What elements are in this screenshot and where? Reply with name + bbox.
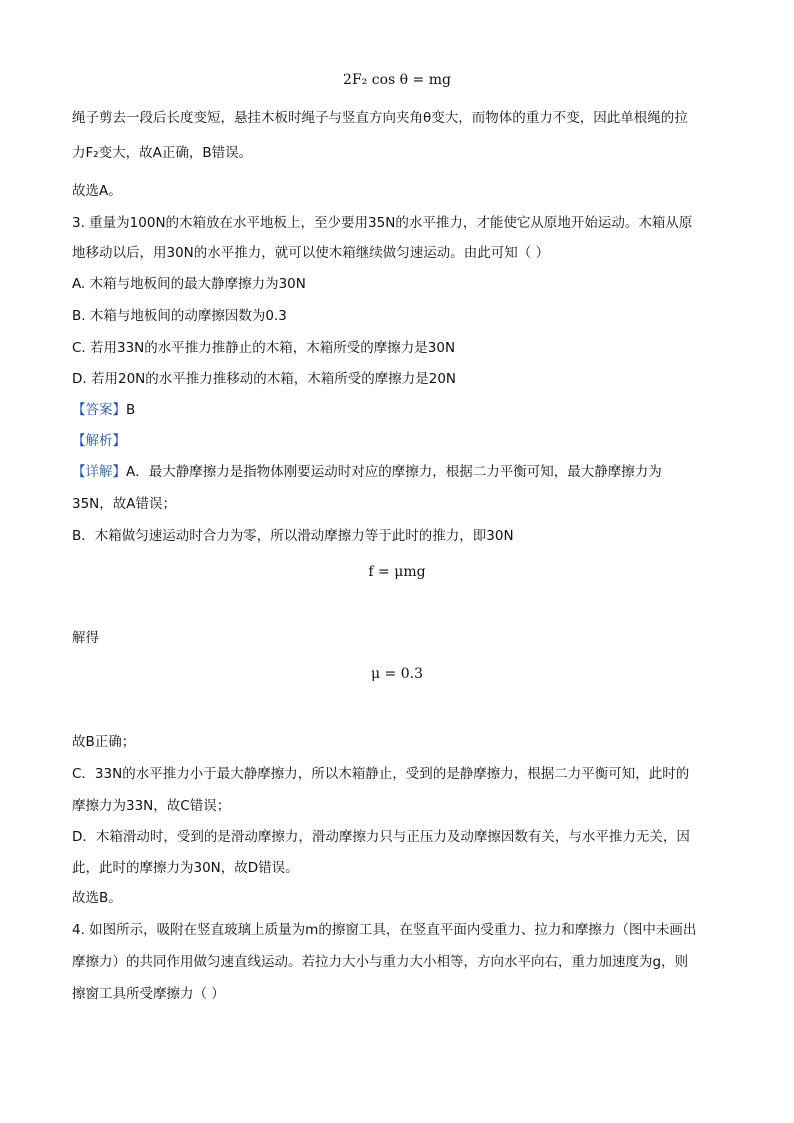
detail-a-line-2: 35N，故A错误；: [72, 496, 177, 512]
detail-d-line: D．木箱滑动时，受到的是滑动摩擦力，滑动摩擦力只与正压力及动摩擦因数有关，与水平推力无关，因: [72, 829, 690, 845]
equation-tension-balance: 2F₂ cos θ = mg: [343, 72, 451, 88]
solve-label: 解得: [72, 630, 99, 646]
detail-c-line-2: 摩擦力为33N，故C错误；: [72, 798, 231, 814]
paragraph-line: 力F₂变大，故A正确，B错误。: [72, 145, 253, 161]
detail-a-line: 【详解】A．最大静摩擦力是指物体刚要运动时对应的摩擦力，根据二力平衡可知，最大静摩擦力为: [72, 464, 662, 480]
option-a: A. 木箱与地板间的最大静摩擦力为30N: [72, 276, 306, 292]
question-3-stem: 地移动以后，用30N的水平推力，就可以使木箱继续做匀速运动。由此可知（ ）: [72, 245, 550, 261]
detail-c-line: C．33N的水平推力小于最大静摩擦力，所以木箱静止，受到的是静摩擦力，根据二力平衡可知，此时的: [72, 766, 690, 782]
question-3-stem: 3. 重量为100N的木箱放在水平地板上，至少要用35N的水平推力，才能使它从原地开始运动。木箱从原: [72, 215, 693, 231]
detail-b-result: 故B正确；: [72, 734, 136, 750]
question-4-stem: 摩擦力）的共同作用做匀速直线运动。若拉力大小与重力大小相等，方向水平向右，重力加速度为g，则: [72, 954, 689, 970]
detail-d-line-2: 此，此时的摩擦力为30N，故D错误。: [72, 860, 299, 876]
option-c: C. 若用33N的水平推力推静止的木箱，木箱所受的摩擦力是30N: [72, 340, 456, 356]
option-b: B. 木箱与地板间的动摩擦因数为0.3: [72, 308, 287, 324]
paragraph-line: 绳子剪去一段后长度变短，悬挂木板时绳子与竖直方向夹角θ变大，而物体的重力不变，因此单根绳的拉: [72, 110, 688, 126]
question-4-stem: 擦窗工具所受摩擦力（ ）: [72, 986, 225, 1002]
question-4-stem: 4. 如图所示，吸附在竖直玻璃上质量为m的擦窗工具，在竖直平面内受重力、拉力和摩擦力（图中未画出: [72, 922, 697, 938]
detail-label: 【详解】: [72, 464, 126, 480]
analysis-label: 【解析】: [72, 433, 126, 449]
conclusion-line: 故选B。: [72, 890, 122, 906]
answer-value: B: [126, 402, 136, 418]
answer-line: [72, 400, 732, 420]
answer-label: 【答案】: [72, 402, 126, 418]
option-d: D. 若用20N的水平推力推移动的木箱，木箱所受的摩擦力是20N: [72, 371, 457, 387]
conclusion-line: 故选A。: [72, 183, 122, 199]
detail-b-line: B．木箱做匀速运动时合力为零，所以滑动摩擦力等于此时的推力，即30N: [72, 528, 514, 544]
equation-friction: f = μmg: [368, 564, 426, 580]
equation-mu: μ = 0.3: [371, 666, 423, 682]
